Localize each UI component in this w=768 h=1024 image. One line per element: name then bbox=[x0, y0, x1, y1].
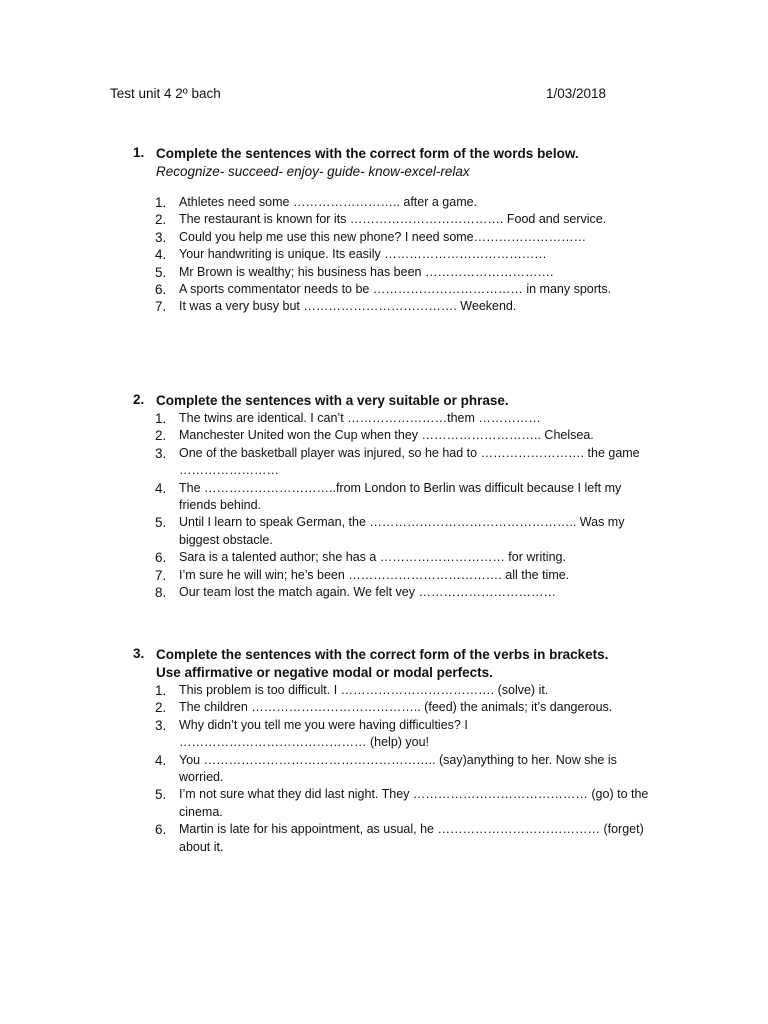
exercise-item bbox=[155, 445, 653, 480]
item-number: 8. bbox=[155, 585, 167, 601]
section-instruction-line-2: Use affirmative or negative modal or modal perfects. bbox=[156, 665, 493, 680]
exercise-item bbox=[155, 699, 653, 716]
item-number: 4. bbox=[155, 752, 167, 768]
item-text: Our team lost the match again. We felt vey …………………………… bbox=[179, 585, 556, 600]
section-instruction: Complete the sentences with a very suitable or phrase. bbox=[156, 393, 509, 408]
item-text: A sports commentator needs to be ……………………………… in many sports. bbox=[179, 282, 612, 297]
exercise-item bbox=[155, 584, 653, 601]
exercise-list bbox=[155, 682, 653, 856]
item-number: 7. bbox=[155, 299, 167, 315]
exercise-item bbox=[155, 549, 653, 566]
exercise-item bbox=[155, 410, 653, 427]
section-instruction: Complete the sentences with the correct form of the verbs in brackets. bbox=[156, 647, 609, 662]
exercise-section-2 bbox=[133, 392, 653, 601]
item-number: 4. bbox=[155, 247, 167, 263]
item-text: Martin is late for his appointment, as usual, he ………………………………… (forget) about it. bbox=[179, 822, 644, 854]
exercise-item bbox=[155, 682, 653, 699]
item-text: Could you help me use this new phone? I need some……………………… bbox=[179, 229, 587, 244]
item-text: Sara is a talented author; she has a ………………………… for writing. bbox=[179, 550, 566, 565]
item-text: I’m not sure what they did last night. They …………………………………… (go) to the cinema. bbox=[179, 787, 649, 819]
item-text: The …………………………..from London to Berlin was difficult because I left my friends behind. bbox=[179, 480, 622, 513]
exercise-list bbox=[155, 194, 653, 316]
exercise-item bbox=[155, 281, 653, 298]
item-number: 1. bbox=[155, 683, 167, 698]
exercise-item bbox=[155, 786, 653, 821]
item-number: 6. bbox=[155, 550, 167, 566]
exercise-item bbox=[155, 298, 653, 315]
item-text: The twins are identical. I can’t ……………………them …………… bbox=[179, 411, 541, 425]
item-text: Manchester United won the Cup when they ……………………….. Chelsea. bbox=[179, 428, 594, 443]
item-text: You ……………………………………………….. (say)anything to her. Now she is worried. bbox=[179, 752, 617, 785]
exercise-list bbox=[155, 410, 653, 601]
test-date: 1/03/2018 bbox=[545, 86, 606, 101]
item-text: It was a very busy but ………………………………. Weekend. bbox=[179, 299, 517, 314]
item-number: 5. bbox=[155, 515, 167, 531]
exercise-item bbox=[155, 480, 653, 515]
item-text: The children ………………………………….. (feed) the animals; it’s dangerous. bbox=[179, 700, 613, 715]
test-title: Test unit 4 2º bach bbox=[110, 86, 221, 101]
item-text: Athletes need some …………………….. after a game. bbox=[179, 195, 478, 209]
item-text: This problem is too difficult. I ………………………………. (solve) it. bbox=[179, 683, 549, 697]
item-text: One of the basketball player was injured, so he had to ……………………. the game …………………… bbox=[179, 445, 640, 478]
item-number: 5. bbox=[155, 787, 167, 803]
item-text: The restaurant is known for its ………………………………. Food and service. bbox=[179, 212, 607, 227]
exercise-item bbox=[155, 229, 653, 246]
exercise-item bbox=[155, 752, 653, 787]
exercise-item bbox=[155, 514, 653, 549]
item-number: 5. bbox=[155, 264, 167, 280]
exercise-item bbox=[155, 264, 653, 281]
exercise-item bbox=[155, 821, 653, 856]
item-number: 6. bbox=[155, 282, 167, 298]
exercise-item bbox=[155, 211, 653, 228]
section-number: 2. bbox=[133, 392, 145, 407]
item-number: 3. bbox=[155, 717, 167, 733]
exercise-section-1 bbox=[133, 145, 653, 316]
item-number: 2. bbox=[155, 212, 167, 228]
exercise-item bbox=[155, 717, 653, 752]
item-number: 3. bbox=[155, 445, 167, 461]
item-text: Until I learn to speak German, the ………………………………………….. Was my biggest obstacle. bbox=[179, 515, 625, 547]
exercise-item bbox=[155, 194, 653, 211]
section-number: 1. bbox=[133, 145, 145, 160]
item-number: 4. bbox=[155, 480, 167, 496]
exercise-item bbox=[155, 246, 653, 263]
exercise-item bbox=[155, 427, 653, 444]
item-number: 1. bbox=[155, 411, 167, 426]
exercise-item bbox=[155, 567, 653, 584]
item-number: 2. bbox=[155, 700, 167, 716]
word-bank: Recognize- succeed- enjoy- guide- know-excel-relax bbox=[156, 164, 470, 179]
section-number: 3. bbox=[133, 646, 145, 661]
item-number: 3. bbox=[155, 229, 167, 245]
exercise-section-3 bbox=[133, 646, 653, 856]
item-text: Your handwriting is unique. Its easily ………………………………… bbox=[179, 247, 547, 262]
item-text: Mr Brown is wealthy; his business has been …………………………. bbox=[179, 264, 554, 279]
item-text: I’m sure he will win; he’s been ………………………………. all the time. bbox=[179, 567, 570, 582]
item-text: Why didn’t you tell me you were having difficulties? I ……………………………………… (help) you! bbox=[179, 717, 468, 750]
item-number: 6. bbox=[155, 822, 167, 838]
item-number: 7. bbox=[155, 567, 167, 583]
item-number: 1. bbox=[155, 195, 167, 210]
section-instruction: Complete the sentences with the correct form of the words below. bbox=[156, 146, 579, 161]
item-number: 2. bbox=[155, 428, 167, 444]
